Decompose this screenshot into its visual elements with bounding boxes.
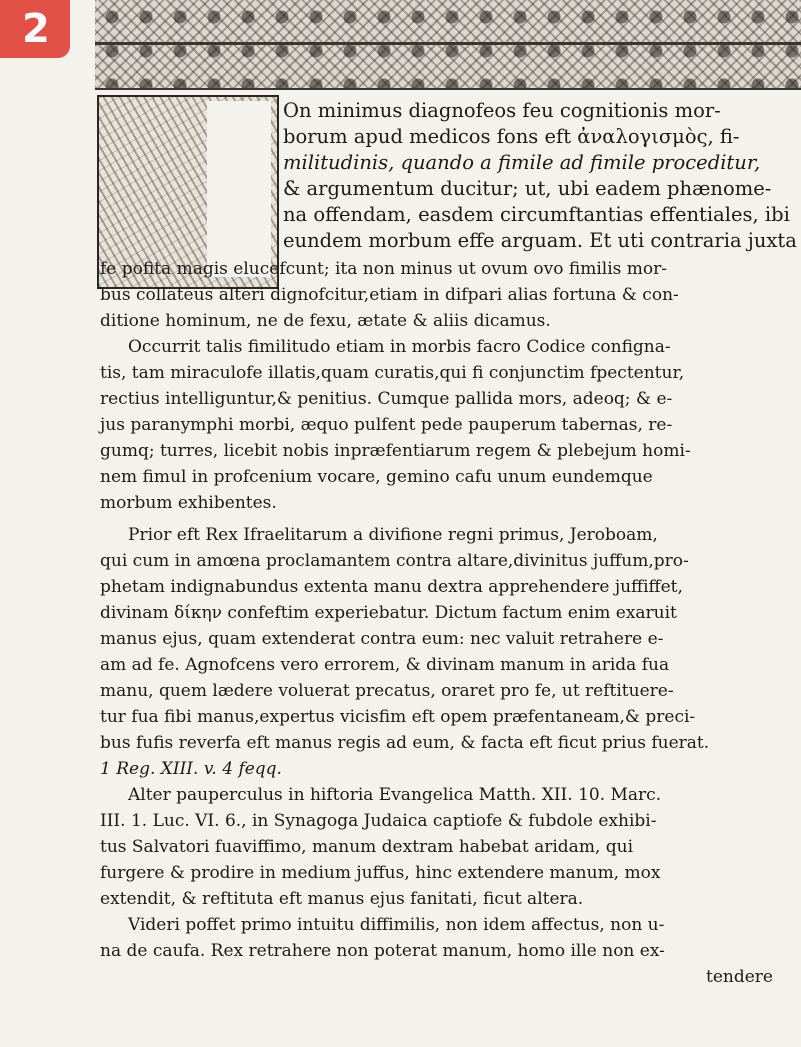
text-line: tus Salvatori fuaviffimo, manum dextram habebat aridam, qui (100, 837, 634, 857)
text-line: bus collateus alteri dignofcitur,etiam in difpari alias fortuna & con- (100, 285, 679, 305)
text-line: furgere & prodire in medium juffus, hinc extendere manum, mox (100, 863, 661, 883)
text-line: rectius intelliguntur,& penitius. Cumque pallida mors, adeoq; & e- (100, 389, 673, 409)
text-line: eundem morbum effe arguam. Et uti contraria juxta (283, 229, 797, 252)
text-line: ditione hominum, ne de fexu, ætate & aliis dicamus. (100, 311, 551, 331)
text-line: militudinis, quando a fimile ad fimile proceditur, (283, 151, 761, 174)
text-line: & argumentum ducitur; ut, ubi eadem phænome- (283, 177, 772, 200)
red-seal-mark (0, 0, 70, 58)
seal-glyph: 2 (22, 6, 50, 52)
text-line: Prior eft Rex Ifraelitarum a divifione regni primus, Jeroboam, (128, 525, 658, 545)
text-line: divinam δίκην confeftim experiebatur. Dictum factum enim exaruit (100, 603, 677, 623)
ornamental-header-band (95, 0, 801, 90)
text-line: manu, quem lædere voluerat precatus, oraret pro fe, ut reftituere- (100, 681, 674, 701)
text-line: manus ejus, quam extenderat contra eum: nec valuit retrahere e- (100, 629, 664, 649)
text-line: fe pofita magis elucefcunt; ita non minus ut ovum ovo fimilis mor- (100, 259, 668, 279)
text-line: Alter pauperculus in hiftoria Evangelica Matth. XII. 10. Marc. (128, 785, 662, 805)
catchword: tendere (706, 967, 773, 987)
text-line: gumq; turres, licebit nobis inpræfentiarum regem & plebejum homi- (100, 441, 691, 461)
text-line: morbum exhibentes. (100, 493, 277, 513)
text-line: III. 1. Luc. VI. 6., in Synagoga Judaica captiofe & fubdole exhibi- (100, 811, 657, 831)
text-line: phetam indignabundus extenta manu dextra apprehendere juffiffet, (100, 577, 683, 597)
text-line: jus paranymphi morbi, æquo pulfent pede pauperum tabernas, re- (100, 415, 673, 435)
text-line: Occurrit talis fimilitudo etiam in morbis facro Codice configna- (128, 337, 671, 357)
text-line: bus fufis reverfa eft manus regis ad eum, & facta eft ficut prius fuerat. (100, 733, 710, 753)
text-line: borum apud medicos fons eft ἀναλογισμὸς, fi- (283, 125, 740, 148)
text-line: qui cum in amœna proclamantem contra altare,divinitus juffum,pro- (100, 551, 689, 571)
text-line: extendit, & reftituta eft manus ejus fanitati, ficut altera. (100, 889, 584, 909)
reference-line: 1 Reg. XIII. v. 4 feqq. (100, 759, 282, 779)
text-line: am ad fe. Agnofcens vero errorem, & divinam manum in arida fua (100, 655, 670, 675)
text-line: nem fimul in profcenium vocare, gemino cafu unum eundemque (100, 467, 653, 487)
text-line: tur fua fibi manus,expertus vicisfim eft opem præfentaneam,& preci- (100, 707, 696, 727)
text-line: na de caufa. Rex retrahere non poterat manum, homo ille non ex- (100, 941, 665, 961)
text-line: tis, tam miraculofe illatis,quam curatis,qui fi conjunctim fpectentur, (100, 363, 685, 383)
text-line: On minimus diagnofeos feu cognitionis mor- (283, 99, 721, 122)
text-line: na offendam, easdem circumftantias effentiales, ibi (283, 203, 790, 226)
text-line: Videri poffet primo intuitu diffimilis, non idem affectus, non u- (128, 915, 665, 935)
